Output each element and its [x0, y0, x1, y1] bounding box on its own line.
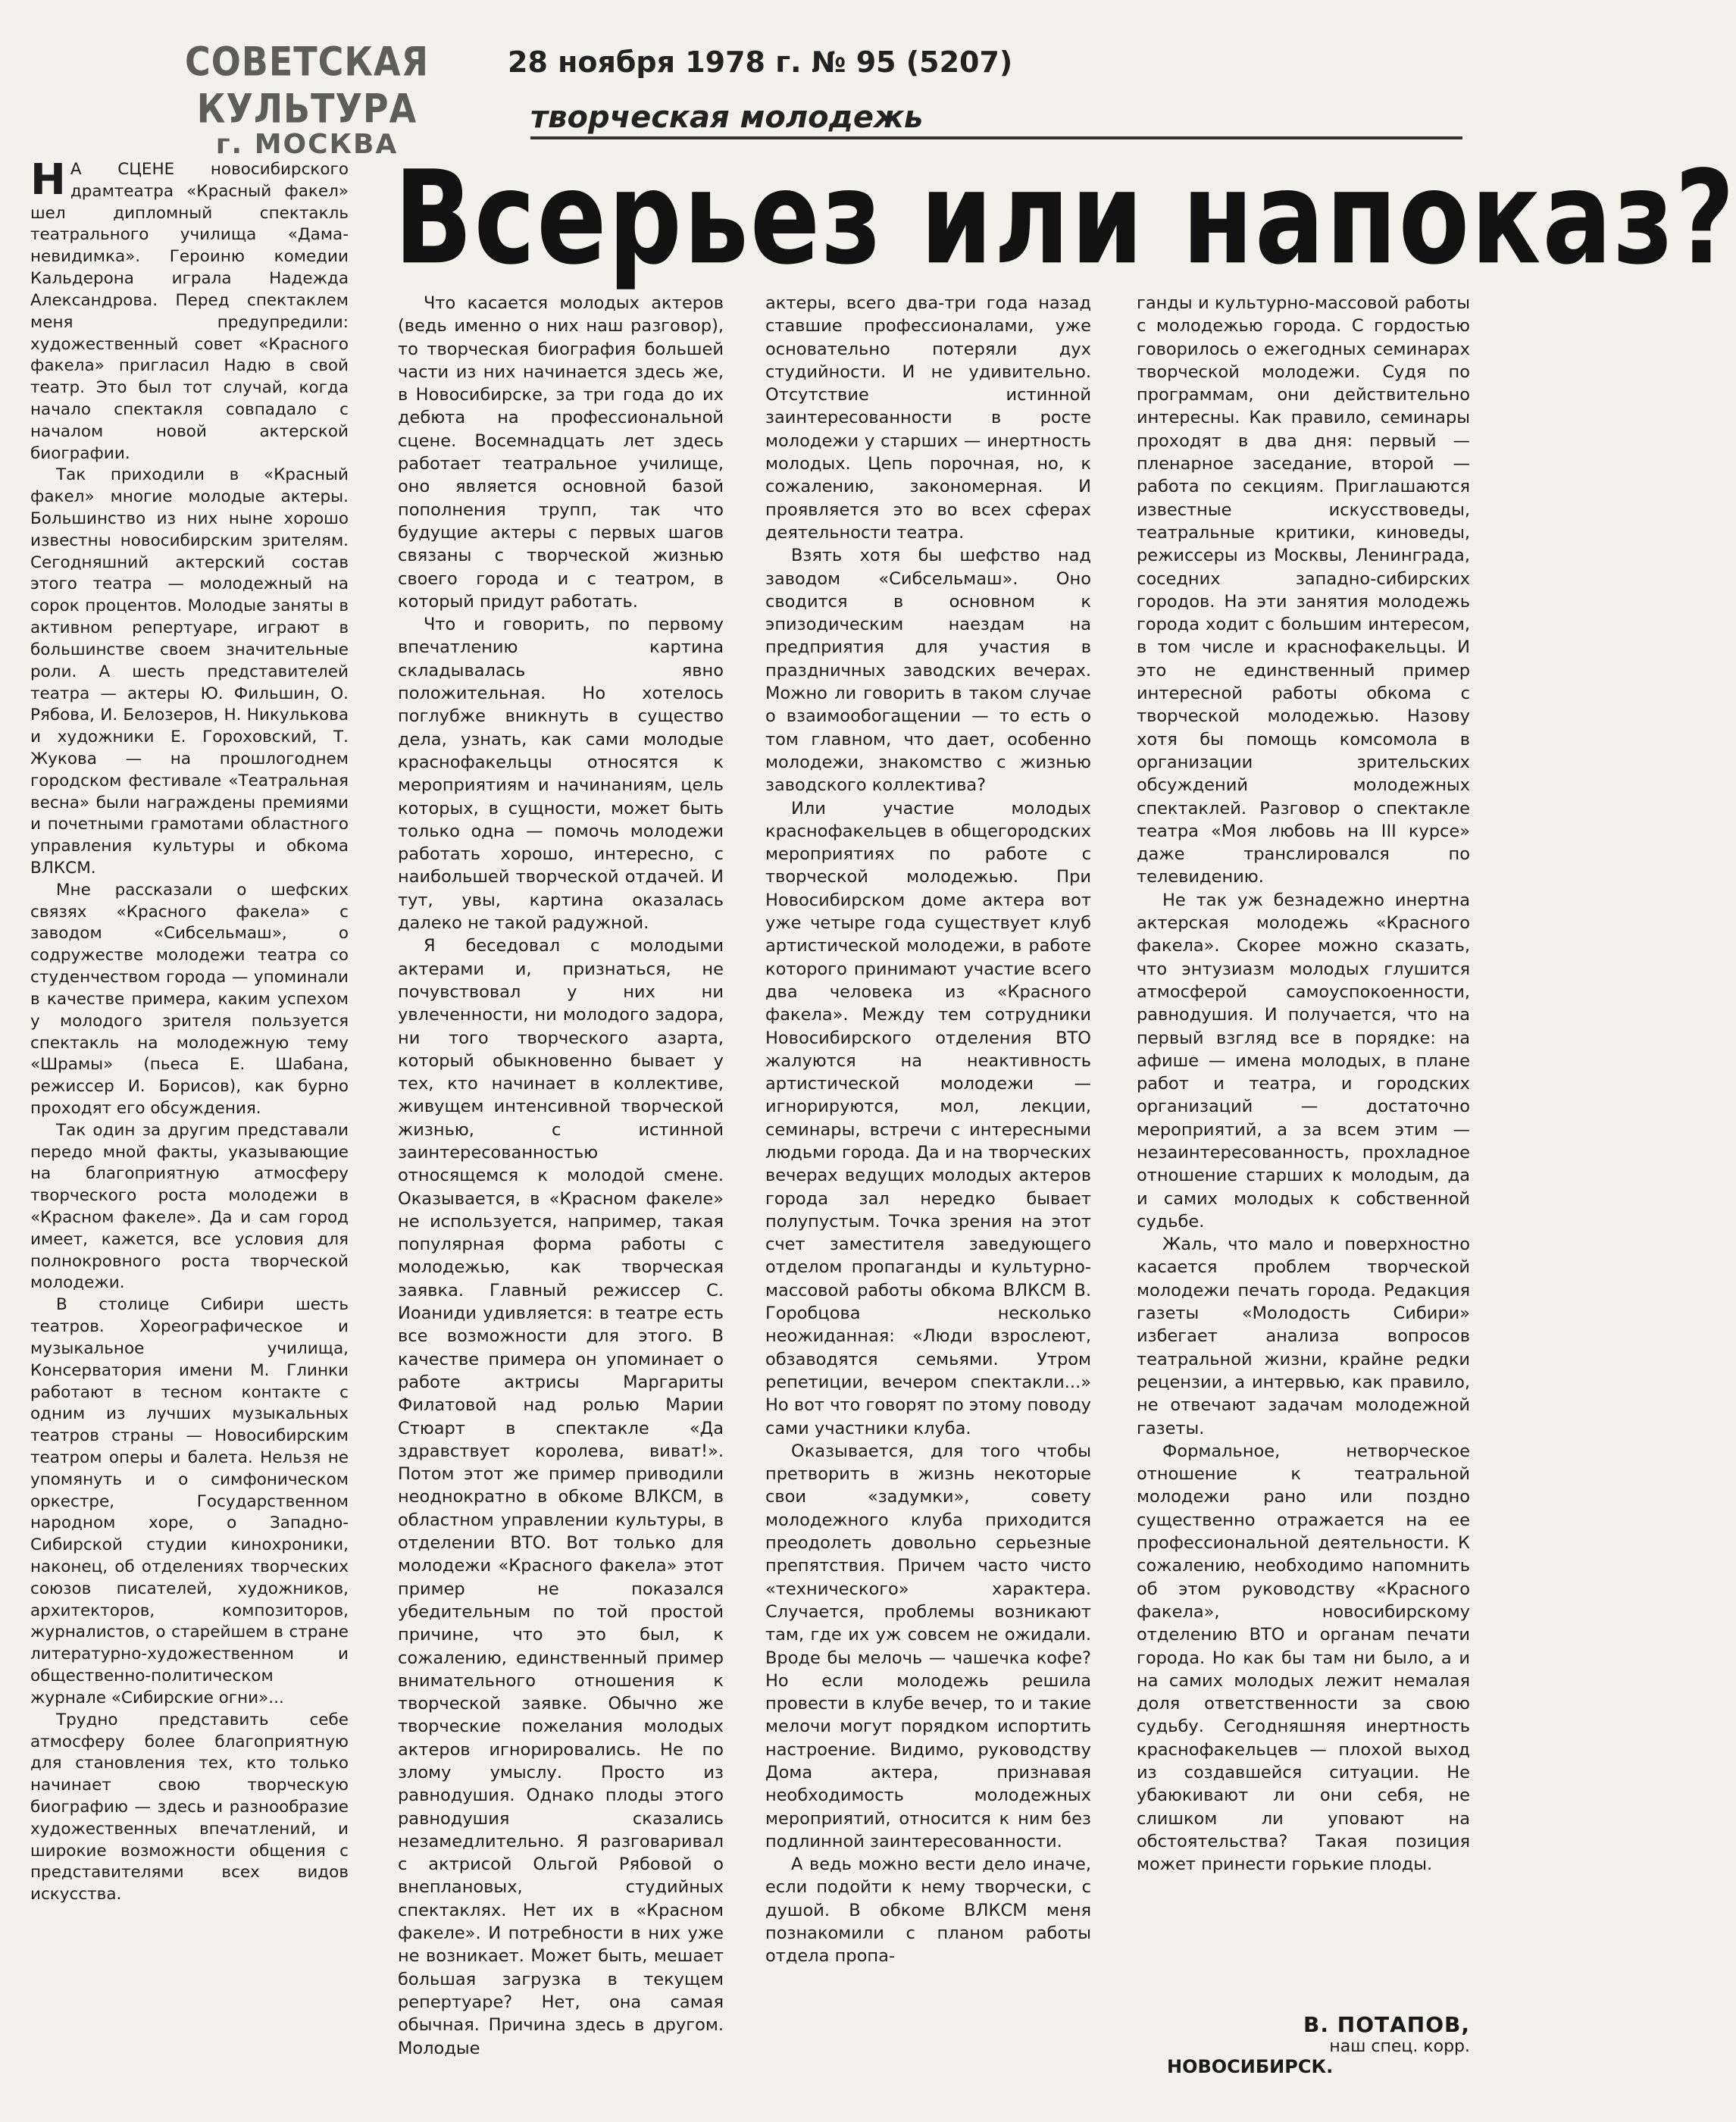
- article-paragraph: Н А СЦЕНЕ новосибирского драмтеатра «Красный факел» шел дипломный спектакль театрального училища «Дама-невидимка». Героиню комедии Кальдерона играла Надежда Александрова. Перед спектаклем меня предупредили: художественный совет «Красного факела» пригласил Надю в свой театр. Это был тот случай, когда начало спектакля совпадало с началом новой актерской биографии.: [30, 155, 349, 463]
- article-paragraph: ганды и культурно-массовой работы с молодежью города. С гордостью говорилось о ежегодных семинарах творческой молодежи. Судя по программам, они действительно интересны. Как правило, семинары проходят в два дня: первый — пленарное заседание, второй — работа по секциям. Приглашаются известные искусствоведы, театральные критики, киноведы, режиссеры из Москвы, Ленинграда, соседних западно-сибирских городов. На эти занятия молодежь города ходит с большим интересом, в том числе и краснофакельцы. И это не единственный пример интересной работы обкома с творческой молодежью. Назову хотя бы помощь комсомола в организации зрительских обсуждений молодежных спектаклей. Разговор о спектакле театра «Моя любовь на III курсе» даже транслировался по телевидению.: [1137, 293, 1470, 887]
- article-paragraph: Взять хотя бы шефство над заводом «Сибсельмаш». Оно сводится в основном к эпизодическим наездам на предприятия для участия в праздничных заводских вечерах. Можно ли говорить в таком случае о взаимообогащении — то есть о том главном, что дает, особенно молодежи, знакомство с жизнью заводского коллектива?: [765, 546, 1091, 796]
- article-paragraph: Я беседовал с молодыми актерами и, признаться, не почувствовал у них ни увлеченности, ни молодого задора, ни того творческого азарта, который обыкновенно бывает у тех, кто начинает в коллективе, живущем интенсивной творческой жизнью, с истинной заинтересованностью относящемся к молодой смене. Оказывается, в «Красном факеле» не используется, например, такая популярная форма работы с молодежью, как творческая заявка. Главный режиссер С. Иоаниди удивляется: в театре есть все возможности для этого. В качестве примера он упоминает о работе актрисы Маргариты Филатовой над ролью Марии Стюарт в спектакле «Да здравствует королева, виват!». Потом этот же пример приводили неоднократно в обкоме ВЛКСМ, в областном управлении культуры, в отделении ВТО. Вот только для молодежи «Красного факела» этот пример не показался убедительным по той простой причине, что это был, к сожалению, единственный пример внимательного отношения к творческой заявке. Обычно же творческие пожелания молодых актеров игнорировались. Не по злому умыслу. Просто из равнодушия. Однако плоды этого равнодушия сказались незамедлительно. Я разговаривал с актрисой Ольгой Рябовой о внеплановых, студийных спектаклях. Нет их в «Красном факеле». И потребности в них уже не возникает. Может быть, мешает большая загрузка в текущем репертуаре? Нет, она самая обычная. Причина здесь в другом. Молодые: [398, 936, 724, 2058]
- article-paragraph: Трудно представить себе атмосферу более благоприятную для становления тех, кто только начинает свою творческую биографию — здесь и разнообразие художественных впечатлений, и широкие возможности общения с представителями всех видов искусства.: [30, 1710, 349, 1904]
- article-paragraph: Так один за другим представали передо мной факты, указывающие на благоприятную атмосферу творческого роста молодежи в «Красном факеле». Да и сам город имеет, кажется, все условия для полнокровного роста творческой молодежи.: [30, 1120, 349, 1293]
- city-stamp: г. МОСКВА: [215, 129, 399, 160]
- article-paragraph: Или участие молодых краснофакельцев в общегородских мероприятиях по работе с творческой молодежью. При Новосибирском доме актера вот уже четыре года существует клуб артистической молодежи, в работе которого принимают участие всего два человека из «Красного факела». Между тем сотрудники Новосибирского отделения ВТО жалуются на неактивность артистической молодежи — игнорируются, мол, лекции, семинары, встречи с интересными людьми города. Да и на творческих вечерах ведущих молодых актеров города зал нередко бывает полупустым. Точка зрения на этот счет заместителя заведующего отделом пропаганды и культурно-массовой работы обкома ВЛКСМ В. Горобцова несколько неожиданная: «Люди взрослеют, обзаводятся семьями. Утром репетиции, вечером спектакли...» Но вот что говорят по этому поводу сами участники клуба.: [765, 798, 1091, 1438]
- article-paragraph: Так приходили в «Красный факел» многие молодые актеры. Большинство из них ныне хорошо известны новосибирским зрителям. Сегодняшний актерский состав этого театра — молодежный на сорок процентов. Молодые заняты в активном репертуаре, играют в большинстве своем значительные роли. А шесть представителей театра — актеры Ю. Фильшин, О. Рябова, И. Белозеров, Н. Никулькова и художники Е. Гороховский, Т. Жукова — на прошлогоднем городском фестивале «Театральная весна» были награждены премиями и почетными грамотами областного управления культуры и обкома ВЛКСМ.: [30, 465, 349, 878]
- author-role: наш спец. корр.: [1329, 2037, 1470, 2056]
- issue-dateline: 28 ноября 1978 г. № 95 (5207): [508, 45, 1013, 79]
- article-paragraph: А ведь можно вести дело иначе, если подойти к нему творчески, с душой. В обкоме ВЛКСМ меня познакомили с планом работы отдела пропа-: [765, 1854, 1091, 1967]
- article-paragraph: актеры, всего два-три года назад ставшие профессионалами, уже основательно потеряли дух студийности. И не удивительно. Отсутствие истинной заинтересованности в росте молодежи у старших — инертность молодых. Цепь порочная, но, к сожалению, закономерная. И проявляется это во всех сферах деятельности театра.: [765, 293, 1091, 543]
- article-column-1: [30, 155, 349, 1906]
- article-paragraph: Формальное, нетворческое отношение к театральной молодежи рано или поздно существенно отражается на ее профессиональной деятельности. К сожалению, необходимо напомнить об этом руководству «Красного факела», новосибирскому отделению ВТО и органам печати города. Но как бы там ни было, а и на самих молодых лежит немалая доля ответственности за свою судьбу. Сегодняшняя инертность краснофакельцев — плохой выход из создавшейся ситуации. Не убаюкивают ли они себя, не слишком ли уповают на обстоятельства? Такая позиция может принести горькие плоды.: [1137, 1441, 1470, 1875]
- article-paragraph: Оказывается, для того чтобы претворить в жизнь некоторые свои «задумки», совету молодежного клуба приходится преодолеть довольно серьезные препятствия. Причем часто чисто «технического» характера. Случается, проблемы возникают там, где их уж совсем не ожидали. Вроде бы мелочь — чашечка кофе? Но если молодежь решила провести в клубе вечер, то и такие мелочи могут порядком испортить настроение. Видимо, руководству Дома актера, признавая необходимость молодежных мероприятий, относится к ним без подлинной заинтересованности.: [765, 1441, 1091, 1851]
- article-headline: Всерьез или напоказ?: [394, 144, 1736, 294]
- section-rubric: творческая молодежь: [530, 100, 1462, 139]
- author-signature: [1137, 2012, 1470, 2077]
- article-paragraph: В столице Сибири шесть театров. Хореографическое и музыкальное училища, Консерватория имени М. Глинки работают в тесном контакте с одним из лучших музыкальных театров страны — Новосибирским театром оперы и балета. Нельзя не упомянуть и о симфоническом оркестре, Государственном народном хоре, о Западно-Сибирской студии кинохроники, наконец, об отделениях творческих союзов писателей, художников, архитекторов, композиторов, журналистов, о старейшем в стране литературно-художественном и общественно-политическом журнале «Сибирские огни»...: [30, 1295, 349, 1707]
- article-column-2: [398, 292, 724, 2060]
- article-paragraph: Что касается молодых актеров (ведь именно о них наш разговор), то творческая биография большей части из них начинается здесь же, в Новосибирске, за три года до их дебюта на профессиональной сцене. Восемнадцать лет здесь работает театральное училище, оно является основной базой пополнения трупп, так что будущие актеры с первых шагов связаны с творческой жизнью своего города и с театром, в который придут работать.: [398, 293, 724, 612]
- author-name: В. ПОТАПОВ,: [1303, 2012, 1470, 2037]
- author-city: НОВОСИБИРСК.: [1167, 2056, 1334, 2077]
- article-paragraph: Не так уж безнадежно инертна актерская молодежь «Красного факела». Скорее можно сказать, что энтузиазм молодых глушится атмосферой самоуспокоенности, равнодушия. И получается, что на первый взгляд все в порядке: на афише — имена молодых, в плане работ и театра, и городских организаций — достаточно мероприятий, а за всем этим — незаинтересованность, прохладное отношение старших к молодым, да и самих молодых к собственной судьбе.: [1137, 890, 1470, 1232]
- article-paragraph: Что и говорить, по первому впечатлению картина складывалась явно положительная. Но хотелось поглубже вникнуть в существо дела, узнать, как сами молодые краснофакельцы относятся к мероприятиям и начинаниям, цель которых, в сущности, может быть только одна — помочь молодежи работать хорошо, интересно, с наибольшей творческой отдачей. И тут, увы, картина оказалась далеко не такой радужной.: [398, 615, 724, 934]
- article-column-4: [1137, 292, 1470, 1876]
- newspaper-stamp: [136, 37, 477, 160]
- article-column-3: [765, 292, 1091, 1968]
- drop-cap-letter: Н: [30, 155, 66, 205]
- article-paragraph: Мне рассказали о шефских связях «Красного факела» с заводом «Сибсельмаш», о содружестве молодежи театра со студенчеством города — упоминали в качестве примера, каким успехом у молодого зрителя пользуется спектакль на молодежную тему «Шрамы» (пьеса Е. Шабана, режиссер И. Борисов), как бурно проходят его обсуждения.: [30, 880, 349, 1118]
- article-paragraph: Жаль, что мало и поверхностно касается проблем творческой молодежи печать города. Редакция газеты «Молодость Сибири» избегает анализа вопросов театральной жизни, крайне редки рецензии, а интервью, как правило, не отвечают задачам молодежной газеты.: [1137, 1235, 1470, 1438]
- newspaper-name-stamp: СОВЕТСКАЯ КУЛЬТУРА: [184, 37, 430, 133]
